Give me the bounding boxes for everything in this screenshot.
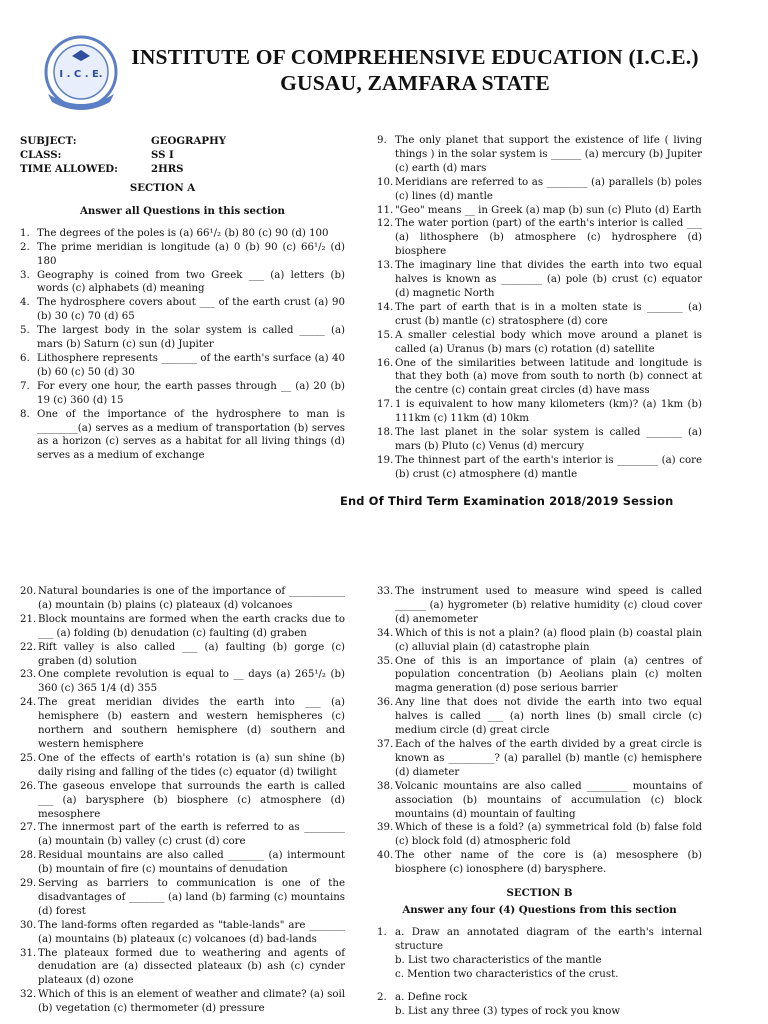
info-row-class [20,148,226,162]
question-item [377,738,702,780]
question-number: 8. [20,408,30,420]
section-b-instruction: Answer any four (4) Questions from this section [402,903,677,916]
question-text: The hydrosphere covers about ___ of the earth crust (a) 90 (b) 30 (c) 70 (d) 65 [37,297,345,323]
question-number: 25. [20,752,37,764]
question-item [377,627,702,655]
section-b [377,887,702,1019]
question-item [20,241,345,269]
question-number: 29. [20,878,37,890]
question-text: One of the effects of earth's rotation is (a) sun shine (b) daily rising and falling of the tides (c) equator (d) twilight [38,752,345,778]
question-text: b. List any three (3) types of rock you know [395,1006,621,1018]
question-item [377,329,702,357]
question-number: 12. [377,218,394,230]
question-number: 30. [20,919,37,931]
question-item [20,821,345,849]
questions-column-1 [20,182,345,463]
question-item [377,454,702,482]
info-value: 2HRS [151,163,184,175]
question-number: 24. [20,697,37,709]
section-b-question [377,926,702,982]
question-text: The gaseous envelope that surrounds the earth is called ___ (a) barysphere (b) biosphere (c) atmosphere (d) mesosphere [38,780,345,820]
question-number: 16. [377,357,394,369]
question-item [20,947,345,989]
question-number: 39. [377,822,394,834]
question-number: 23. [20,669,37,681]
info-value: GEOGRAPHY [151,135,226,147]
info-key: SUBJECT: [20,135,77,147]
question-item [377,655,702,697]
question-item [377,398,702,426]
question-text: Serving as barriers to communication is one of the disadvantages of _______ (a) land (b) farming (c) mountains (d) forest [38,878,345,917]
question-item [377,821,702,849]
question-item [377,696,702,738]
question-text: Volcanic mountains are also called ________ mountains of association (b) mountains of accumulation (c) block mountains (d) mountain of faulting [395,780,702,820]
question-item [20,988,345,1016]
question-number: 35. [377,655,394,667]
question-number: 2. [377,992,387,1004]
question-item [377,585,702,627]
svg-text:I . C . E.: I . C . E. [59,69,103,80]
page-title [130,44,700,96]
question-text: b. List two characteristics of the mantle [395,954,602,966]
question-text: Natural boundaries is one of the importance of ___________ (a) mountain (b) plains (c) plateaux (d) volcanoes [38,586,345,611]
question-indent [377,968,395,982]
section-b-line [377,1005,702,1019]
questions-column-3 [20,585,345,1016]
question-number: 32. [20,989,37,1001]
question-text: Rift valley is also called ___ (a) faulting (b) gorge (c) graben (d) solution [38,641,345,667]
question-text: One complete revolution is equal to __ days (a) 265¹/₂ (b) 360 (c) 365 1/4 (d) 355 [38,669,345,695]
question-text: The land-forms often regarded as "table-lands" are _______ (a) mountains (b) plateaux (c) volcanoes (d) bad-lands [38,919,345,945]
question-text: The only planet that support the existence of life ( living things ) in the solar system is ______ (a) mercury (b) Jupiter (c) earth (d) mars [395,135,702,174]
question-indent [377,1005,395,1019]
question-text: A smaller celestial body which move around a planet is called (a) Uranus (b) mars (c) rotation (d) satellite [395,329,702,355]
info-row-subject [20,134,226,148]
section-b-question [377,991,702,1019]
section-b-line [377,991,702,1005]
question-number: 28. [20,850,37,862]
question-number: 36. [377,697,394,709]
question-text: The last planet in the solar system is called _______ (a) mars (b) Pluto (c) Venus (d) mercury [395,427,702,452]
question-item [377,301,702,329]
section-a-title: SECTION A [129,182,196,194]
question-text: The part of earth that is in a molten state is _______ (a) crust (b) mantle (c) stratosphere (d) core [395,301,702,327]
question-text: Which of these is a fold? (a) symmetrical fold (b) false fold (c) block fold (d) atmospheric fold [395,822,702,848]
question-text: One of the similarities between latitude and longitude is that they both (a) move from south to north (b) connect at the centre (c) contain great circles (d) have mass [395,357,702,397]
question-text: One of this is an importance of plain (a) centres of population concentration (b) Aeolians plain (c) molten magma generation (d) pose serious barrier [395,655,702,695]
question-item [20,752,345,780]
info-key: TIME ALLOWED: [20,163,118,175]
question-number: 15. [377,329,394,341]
question-text: For every one hour, the earth passes through __ (a) 20 (b) 19 (c) 360 (d) 15 [37,380,345,406]
section-b-line [377,926,702,954]
question-item [377,204,702,218]
question-number: 13. [377,260,394,272]
question-number: 11. [377,204,394,216]
question-number: 1. [20,227,30,239]
question-item [20,877,345,919]
question-text: The largest body in the solar system is called _____ (a) mars (b) Saturn (c) sun (d) Jupiter [37,325,345,351]
questions-column-2 [377,134,702,482]
question-text: The water portion (part) of the earth's interior is called ___ (a) lithosphere (b) atmosphere (c) hydrosphere (d) biosphere [395,218,702,258]
question-text: 1 is equivalent to how many kilometers (km)? (a) 1km (b) 111km (c) 11km (d) 10km [395,399,702,425]
question-number: 5. [20,325,30,337]
question-item [377,426,702,454]
question-number: 10. [377,176,394,188]
question-item [377,134,702,176]
question-number: 21. [20,613,37,625]
question-number: 14. [377,301,394,313]
question-item [20,380,345,408]
question-number: 4. [20,297,30,309]
question-item [20,585,345,613]
question-text: The plateaux formed due to weathering and agents of denudation are (a) dissected plateaux (b) ash (c) cynder plateaux (d) ozone [38,947,345,987]
question-item [20,408,345,464]
question-item [20,696,345,752]
info-row-time [20,162,226,176]
question-text: The degrees of the poles is (a) 66¹/₂ (b) 80 (c) 90 (d) 100 [37,227,329,239]
question-number: 31. [20,947,37,959]
question-item [377,259,702,301]
section-a-instruction: Answer all Questions in this section [80,204,285,217]
question-number: 26. [20,780,37,792]
section-b-line [377,954,702,968]
question-number: 18. [377,427,394,439]
question-text: The prime meridian is longitude (a) 0 (b) 90 (c) 66¹/₂ (d) 180 [37,241,345,267]
info-value: SS I [151,149,174,161]
question-text: The great meridian divides the earth into ___ (a) hemisphere (b) eastern and western hemispheres (c) northern and southern hemisphere (d) southern and western hemisphere [38,697,345,750]
question-text: The innermost part of the earth is referred to as ________ (a) mountain (b) valley (c) crust (d) core [38,822,345,848]
school-name: INSTITUTE OF COMPREHENSIVE EDUCATION (I.C.E.) [131,45,699,69]
school-location: GUSAU, ZAMFARA STATE [280,71,550,95]
question-number: 27. [20,822,37,834]
question-item [20,668,345,696]
question-text: The imaginary line that divides the earth into two equal halves is known as ________ (a) pole (b) crust (c) equator (d) magnetic North [395,260,702,299]
question-number: 7. [20,380,30,392]
question-number: 19. [377,454,394,466]
question-item [377,176,702,204]
question-item [20,613,345,641]
question-text: Any line that does not divide the earth into two equal halves is called ___ (a) north lines (b) small circle (c) medium circle (d) great circle [395,697,702,737]
question-number: 38. [377,780,394,792]
question-number: 6. [20,352,30,364]
question-text: c. Mention two characteristics of the crust. [395,968,619,980]
school-logo [38,34,124,114]
question-number: 3. [20,269,30,281]
question-item [20,227,345,241]
question-text: The other name of the core is (a) mesosphere (b) biosphere (c) ionosphere (d) barysphere. [395,850,702,876]
question-text: a. Define rock [395,992,468,1004]
question-item [20,324,345,352]
question-number: 37. [377,738,394,750]
question-item [20,919,345,947]
question-number: 2. [20,241,30,253]
question-item [20,641,345,669]
question-item [20,780,345,822]
question-indent [377,954,395,968]
question-item [20,296,345,324]
section-b-line [377,968,702,982]
question-number: 20. [20,586,37,597]
question-text: Geography is coined from two Greek ___ (a) letters (b) words (c) alphabets (d) meaning [37,269,345,295]
question-number: 1. [377,926,387,938]
question-text: The thinnest part of the earth's interior is ________ (a) core (b) crust (c) atmosphere (d) mantle [395,454,702,480]
question-text: One of the importance of the hydrosphere to man is ________(a) serves as a medium of transportation (b) serves as a horizon (c) serves as a habitat for all living things (d) serves as a medium of exchange [37,408,345,462]
question-item [377,849,702,877]
question-item [20,849,345,877]
questions-column-4 [377,585,702,1019]
question-item [377,217,702,259]
section-b-title: SECTION B [506,887,573,900]
question-item [377,780,702,822]
info-key: CLASS: [20,149,62,161]
question-text: The instrument used to measure wind speed is called ______ (a) hygrometer (b) relative humidity (c) cloud cover (d) anemometer [395,586,702,625]
question-text: Residual mountains are also called _______ (a) intermount (b) mountain of fire (c) mountains of denudation [38,850,345,876]
question-number: 17. [377,399,394,411]
question-item [377,357,702,399]
question-text: Meridians are referred to as ________ (a) parallels (b) poles (c) lines (d) mantle [395,176,702,202]
question-item [20,269,345,297]
question-text: Which of this is not a plain? (a) flood plain (b) coastal plain (c) alluvial plain (d) catastrophe plain [395,627,702,653]
question-number: 33. [377,586,394,597]
question-item [20,352,345,380]
question-text: a. Draw an annotated diagram of the earth's internal structure [395,926,702,952]
exam-info [20,134,226,176]
question-text: Each of the halves of the earth divided by a great circle is known as _________? (a) parallel (b) mantle (c) hemisphere (d) diameter [395,738,702,778]
question-number: 34. [377,627,394,639]
question-text: Lithosphere represents _______ of the earth's surface (a) 40 (b) 60 (c) 50 (d) 30 [37,352,345,378]
question-number: 9. [377,135,387,146]
question-text: "Geo" means __ in Greek (a) map (b) sun (c) Pluto (d) Earth [395,204,702,216]
question-number: 22. [20,641,37,653]
question-text: Which of this is an element of weather and climate? (a) soil (b) vegetation (c) thermometer (d) pressure [38,989,345,1015]
exam-footer: End Of Third Term Examination 2018/2019 Session [340,494,674,508]
question-number: 40. [377,850,394,862]
question-text: Block mountains are formed when the earth cracks due to ___ (a) folding (b) denudation (c) faulting (d) graben [38,613,345,639]
